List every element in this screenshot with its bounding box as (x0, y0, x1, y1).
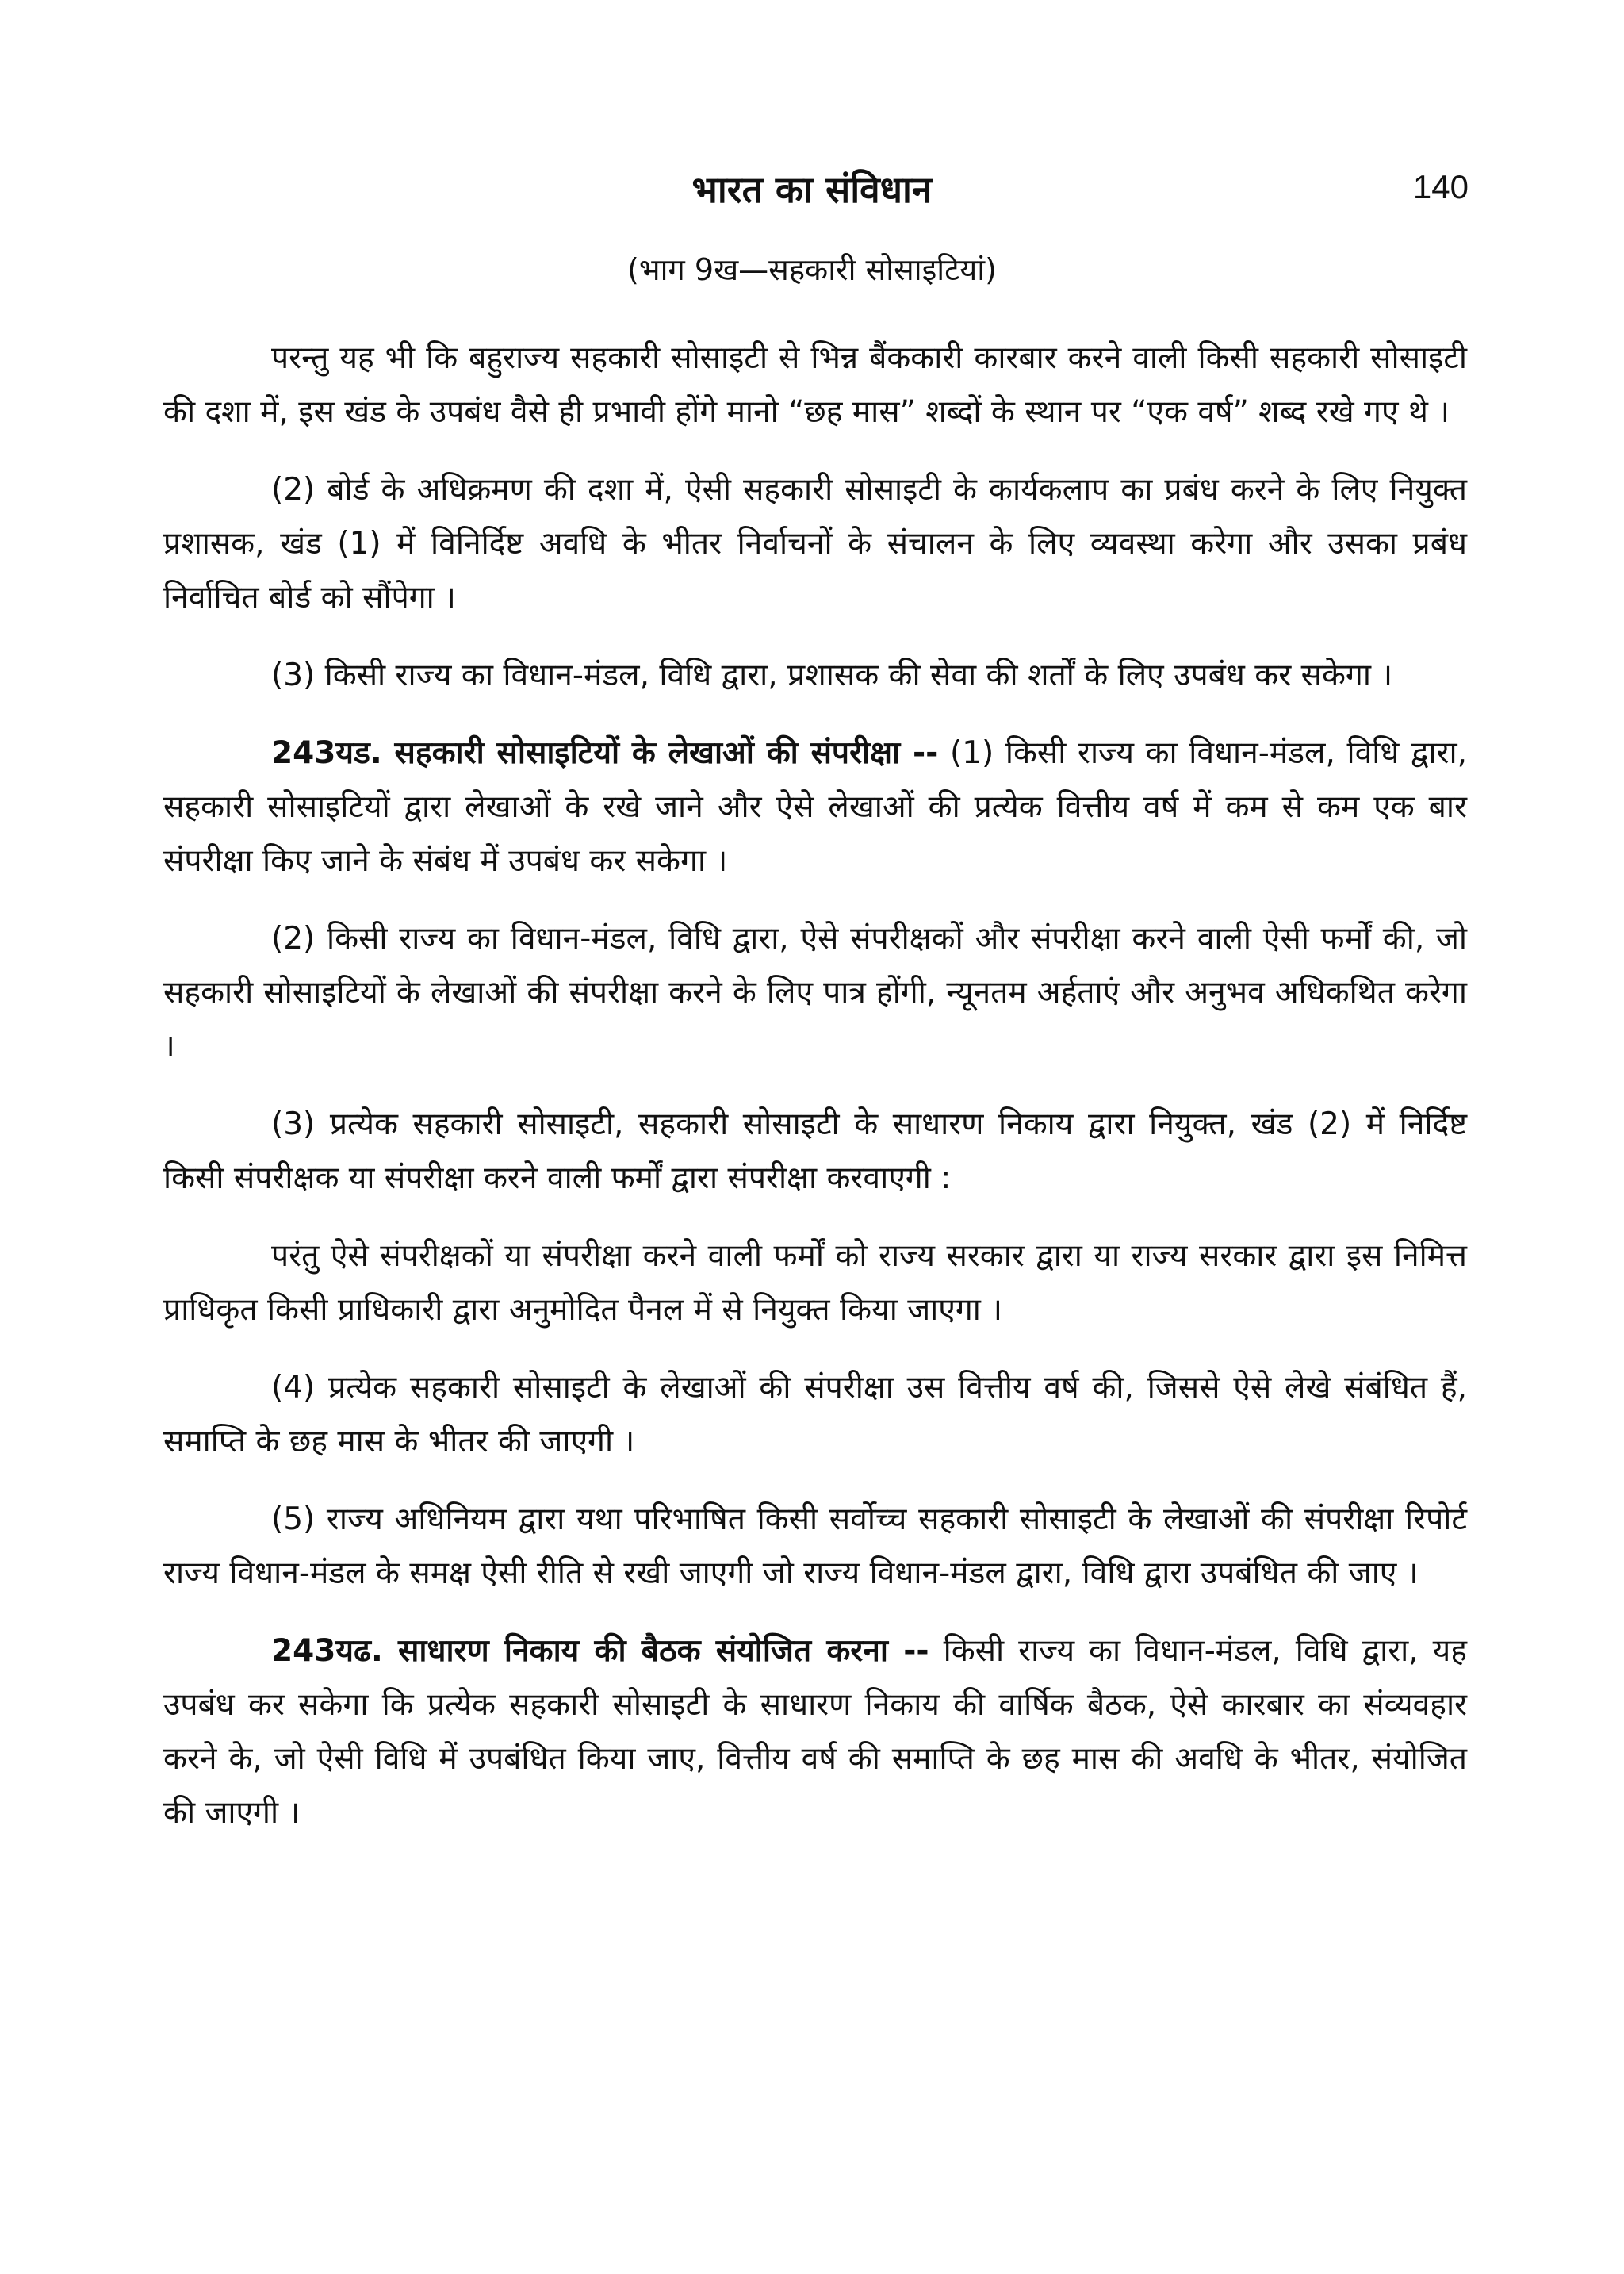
paragraph-text: (3) प्रत्येक सहकारी सोसाइटी, सहकारी सोसाइटी के साधारण निकाय द्वारा नियुक्त, खंड (2) में निर्दिष्ट किसी संपरीक्षक या संपरीक्षा करने वाली फर्मों द्वारा संपरीक्षा करवाएगी : (163, 1106, 1467, 1196)
paragraph-clause-2-supersession (163, 463, 1467, 625)
paragraph-section-243zm (163, 727, 1467, 888)
paragraph-text: (5) राज्य अधिनियम द्वारा यथा परिभाषित किसी सर्वोच्च सहकारी सोसाइटी के लेखाओं की संपरीक्षा रिपोर्ट राज्य विधान-मंडल के समक्ष ऐसी रीति से रखी जाएगी जो राज्य विधान-मंडल द्वारा, विधि द्वारा उपबंधित की जाए । (163, 1501, 1467, 1591)
part-subtitle: (भाग 9ख—सहकारी सोसाइटियां) (627, 252, 997, 287)
page-title: भारत का संविधान (691, 168, 933, 211)
paragraph-text: (2) बोर्ड के अधिक्रमण की दशा में, ऐसी सहकारी सोसाइटी के कार्यकलाप का प्रबंध करने के लिए नियुक्त प्रशासक, खंड (1) में विनिर्दिष्ट अवधि के भीतर निर्वाचनों के संचालन के लिए व्यवस्था करेगा और उसका प्रबंध निर्वाचित बोर्ड को सौंपेगा । (163, 472, 1467, 615)
paragraph-text: (4) प्रत्येक सहकारी सोसाइटी के लेखाओं की संपरीक्षा उस वित्तीय वर्ष की, जिससे ऐसे लेखे संबंधित हैं, समाप्ति के छह मास के भीतर की जाएगी । (163, 1370, 1467, 1459)
paragraph-text: परन्तु यह भी कि बहुराज्य सहकारी सोसाइटी से भिन्न बैंककारी कारबार करने वाली किसी सहकारी सोसाइटी की दशा में, इस खंड के उपबंध वैसे ही प्रभावी होंगे मानो “छह मास” शब्दों के स्थान पर “एक वर्ष” शब्द रखे गए थे । (163, 340, 1467, 430)
paragraph-text: (1) किसी राज्य का विधान-मंडल, विधि द्वारा, सहकारी सोसाइटियों द्वारा लेखाओं के रखे जाने और ऐसे लेखाओं की प्रत्येक वित्तीय वर्ष में कम से कम एक बार संपरीक्षा किए जाने के संबंध में उपबंध कर सकेगा । (163, 735, 1467, 879)
paragraph-text: (3) किसी राज्य का विधान-मंडल, विधि द्वारा, प्रशासक की सेवा की शर्तों के लिए उपबंध कर सकेगा । (271, 658, 1393, 693)
paragraph-clause-5-apex-report (163, 1493, 1467, 1601)
document-body (163, 332, 1467, 1864)
paragraph-clause-3-administrator (163, 649, 1467, 703)
paragraph-text: (2) किसी राज्य का विधान-मंडल, विधि द्वारा, ऐसे संपरीक्षकों और संपरीक्षा करने वाली ऐसी फर्मों की, जो सहकारी सोसाइटियों के लेखाओं की संपरीक्षा करने के लिए पात्र होंगी, न्यूनतम अर्हताएं और अनुभव अधिकथित करेगा । (163, 921, 1467, 1064)
paragraph-clause-3-audit (163, 1098, 1467, 1206)
paragraph-proviso-panel (163, 1229, 1467, 1337)
paragraph-text: परंतु ऐसे संपरीक्षकों या संपरीक्षा करने वाली फर्मों को राज्य सरकार द्वारा या राज्य सरकार द्वारा इस निमित्त प्राधिकृत किसी प्राधिकारी द्वारा अनुमोदित पैनल में से नियुक्त किया जाएगा । (163, 1238, 1467, 1328)
paragraph-text: किसी राज्य का विधान-मंडल, विधि द्वारा, यह उपबंध कर सकेगा कि प्रत्येक सहकारी सोसाइटी के साधारण निकाय की वार्षिक बैठक, ऐसे कारबार का संव्यवहार करने के, जो ऐसी विधि में उपबंधित किया जाए, वित्तीय वर्ष की समाप्ति के छह मास की अवधि के भीतर, संयोजित की जाएगी । (163, 1633, 1467, 1831)
paragraph-section-243zn (163, 1624, 1467, 1840)
page-number: 140 (1412, 168, 1469, 205)
section-heading: 243यढ. साधारण निकाय की बैठक संयोजित करना -- (271, 1633, 929, 1669)
paragraph-proviso-banking (163, 332, 1467, 439)
paragraph-clause-4-timeline (163, 1361, 1467, 1469)
section-heading: 243यड. सहकारी सोसाइटियों के लेखाओं की संपरीक्षा -- (271, 735, 939, 771)
paragraph-clause-2-qualifications (163, 912, 1467, 1074)
